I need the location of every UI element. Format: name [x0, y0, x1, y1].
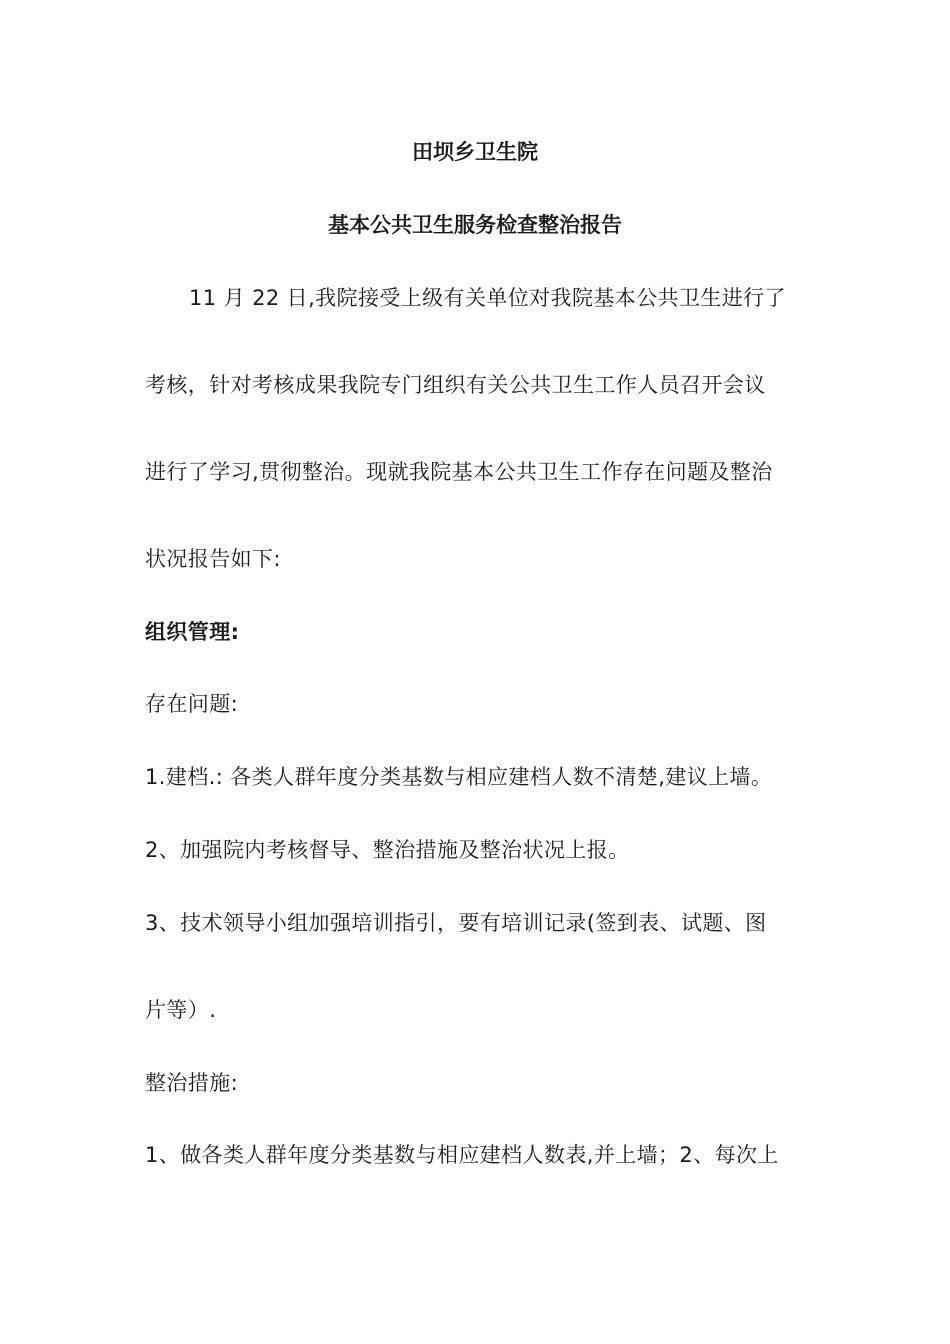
problem-item-3-continued: 片等）. — [145, 998, 217, 1022]
intro-line-3: 进行了学习,贯彻整治。现就我院基本公共卫生工作存在问题及整治 — [145, 460, 773, 484]
problem-item-1: 1.建档.: 各类人群年度分类基数与相应建档人数不清楚,建议上墙。 — [145, 765, 773, 789]
problem-item-3: 3、技术领导小组加强培训指引，要有培训记录(签到表、试题、图 — [145, 911, 767, 935]
measures-label: 整治措施: — [145, 1071, 239, 1095]
intro-line-4: 状况报告如下: — [145, 547, 281, 571]
document-subtitle: 基本公共卫生服务检查整治报告 — [328, 213, 622, 237]
problems-label: 存在问题: — [145, 692, 239, 716]
intro-line-2: 考核，针对考核成果我院专门组织有关公共卫生工作人员召开会议 — [145, 373, 766, 397]
problem-item-2: 2、加强院内考核督导、整治措施及整治状况上报。 — [145, 838, 630, 862]
section-heading-organization: 组织管理: — [145, 620, 240, 644]
measure-item-1: 1、做各类人群年度分类基数与相应建档人数表,并上墙；2、每次上 — [145, 1143, 779, 1167]
document-title: 田坝乡卫生院 — [412, 140, 538, 164]
intro-line-1: 11 月 22 日,我院接受上级有关单位对我院基本公共卫生进行了 — [189, 286, 786, 310]
